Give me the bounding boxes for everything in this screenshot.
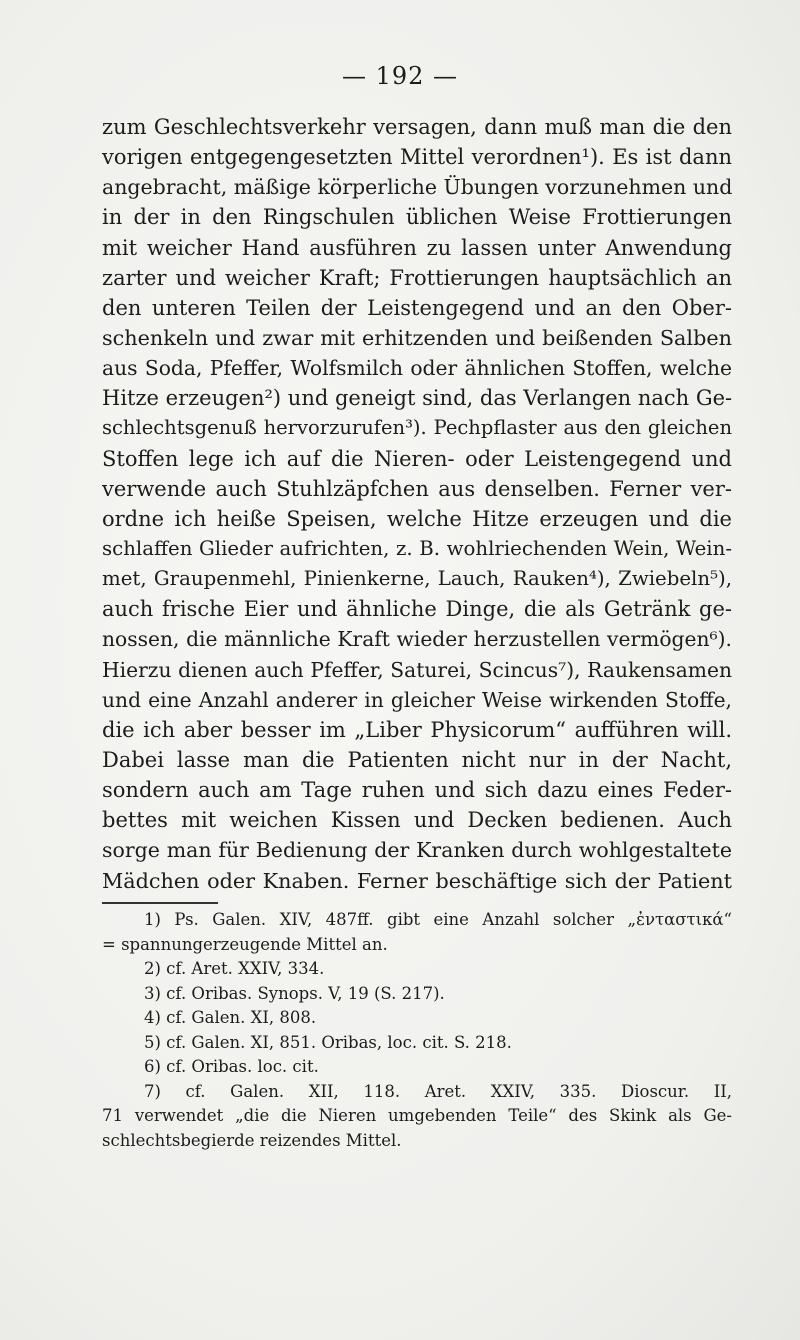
text-line: auch frische Eier und ähnliche Dinge, die als Getränk ge- (102, 597, 732, 622)
text-line: schlaffen Glieder aufrichten, z. B. wohlriechenden Wein, Wein- (102, 536, 732, 560)
footnote-7-continued: 71 verwendet „die die Nieren umgebenden Teile“ des Skink als Ge- (102, 1106, 732, 1125)
text-line: zarter und weicher Kraft; Frottierungen hauptsächlich an (102, 265, 732, 290)
text-line: die ich aber besser im „Liber Physicorum“ aufführen will. (102, 717, 732, 742)
text-line: den unteren Teilen der Leistengegend und an den Ober- (102, 295, 732, 320)
text-line: aus Soda, Pfeffer, Wolfsmilch oder ähnlichen Stoffen, welche (102, 356, 732, 381)
page-number: — 192 — (341, 62, 459, 90)
text-line: Mädchen oder Knaben. Ferner beschäftige sich der Patient (102, 868, 732, 893)
text-line: Hitze erzeugen²) und geneigt sind, das Verlangen nach Ge- (102, 386, 733, 411)
footnote-1-continued: = spannungerzeugende Mittel an. (102, 934, 388, 954)
text-line: Stoffen lege ich auf die Nieren- oder Leistengegend und (102, 446, 732, 471)
footnote-6: 6) cf. Oribas. loc. cit. (144, 1057, 319, 1076)
text-line: schlechtsgenuß hervorzurufen³). Pechpflaster aus den gleichen (102, 416, 732, 440)
footnote-7-end: schlechtsbegierde reizendes Mittel. (102, 1130, 402, 1150)
text-line: zum Geschlechtsverkehr versagen, dann muß man die den (102, 115, 732, 139)
text-line: Hierzu dienen auch Pfeffer, Saturei, Scincus⁷), Raukensamen (102, 657, 732, 682)
footnote-1: 1) Ps. Galen. XIV, 487ff. gibt eine Anzahl solcher „ἐνταστικά“ (144, 910, 732, 929)
text-line: vorigen entgegengesetzten Mittel verordnen¹). Es ist dann (102, 145, 732, 170)
text-line: met, Graupenmehl, Pinienkerne, Lauch, Rauken⁴), Zwiebeln⁵), (102, 567, 732, 591)
text-line: und eine Anzahl anderer in gleicher Weise wirkenden Stoffe, (102, 687, 732, 712)
footnote-4: 4) cf. Galen. XI, 808. (144, 1008, 317, 1027)
text-line: schenkeln und zwar mit erhitzenden und beißenden Salben (102, 325, 732, 350)
text-line: in der in den Ringschulen üblichen Weise Frottierungen (102, 205, 732, 230)
footnotes (102, 908, 732, 1153)
footnote-7: 7) cf. Galen. XII, 118. Aret. XXIV, 335. Dioscur. II, (144, 1081, 732, 1101)
text-line: ordne ich heiße Speisen, welche Hitze erzeugen und die (102, 506, 732, 531)
text-line: mit weicher Hand ausführen zu lassen unter Anwendung (102, 235, 732, 260)
text-line: angebracht, mäßige körperliche Übungen vorzunehmen und (102, 175, 733, 200)
text-line: Dabei lasse man die Patienten nicht nur in der Nacht, (102, 747, 732, 772)
text-line: bettes mit weichen Kissen und Decken bedienen. Auch (102, 808, 732, 833)
footnote-5: 5) cf. Galen. XI, 851. Oribas, loc. cit. S. 218. (144, 1032, 512, 1052)
text-line: nossen, die männliche Kraft wieder herzustellen vermögen⁶). (102, 627, 732, 652)
text-line: sondern auch am Tage ruhen und sich dazu eines Feder- (102, 778, 732, 803)
footnote-2: 2) cf. Aret. XXIV, 334. (144, 959, 325, 978)
footnote-separator (102, 902, 218, 904)
text-line: sorge man für Bedienung der Kranken durch wohlgestaltete (102, 838, 732, 863)
footnote-3: 3) cf. Oribas. Synops. V, 19 (S. 217). (144, 983, 445, 1003)
text-line: verwende auch Stuhlzäpfchen aus denselben. Ferner ver- (102, 476, 732, 501)
main-text (102, 112, 732, 896)
